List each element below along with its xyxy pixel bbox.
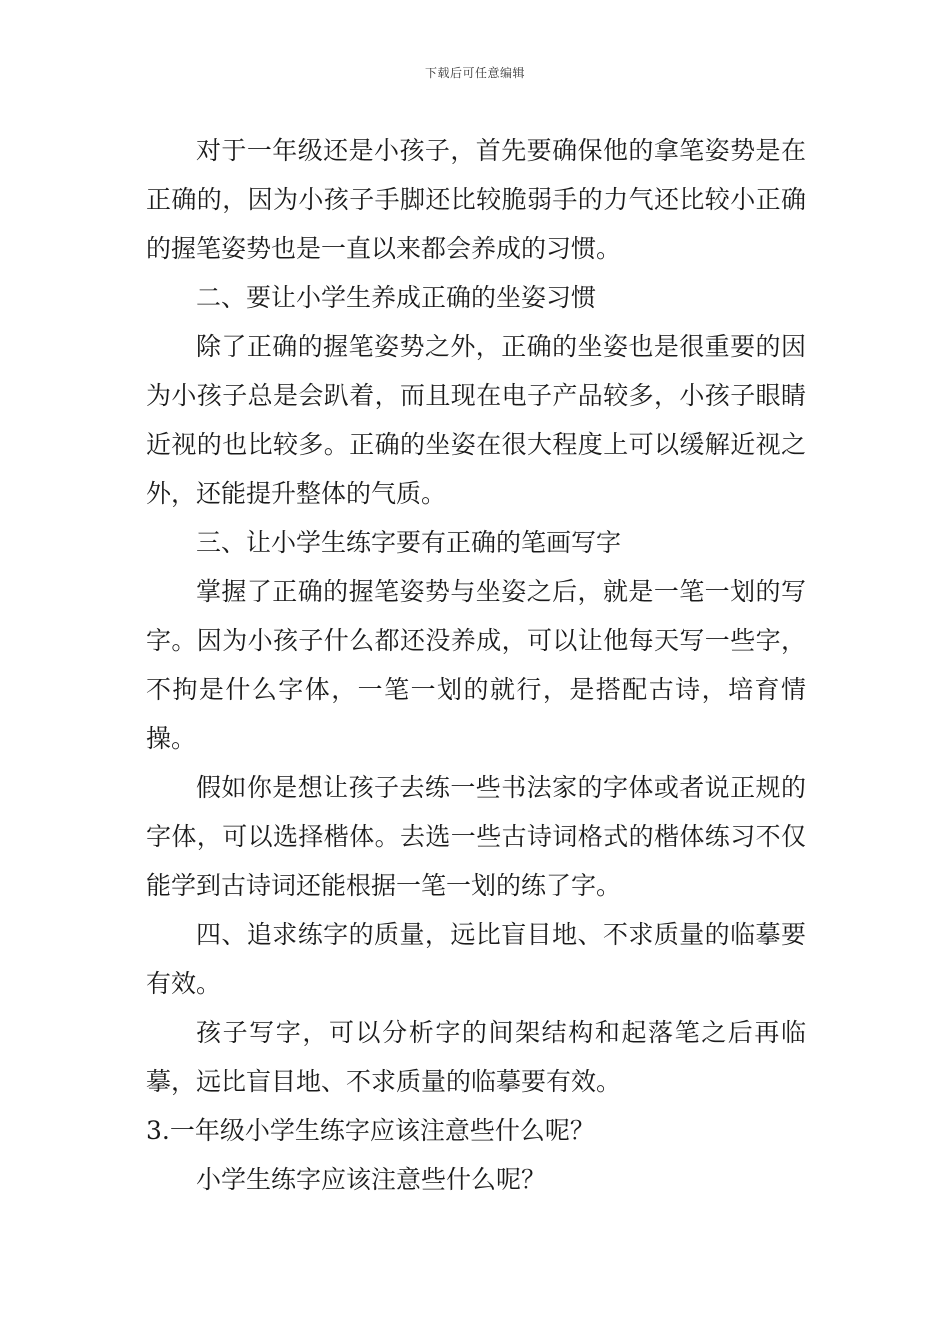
paragraph-strokes: 掌握了正确的握笔姿势与坐姿之后，就是一笔一划的写字。因为小孩子什么都还没养成，可以让他每天写一些字，不拘是什么字体，一笔一划的就行，是搭配古诗，培育情操。: [146, 577, 806, 753]
question-heading: 3.一年级小学生练字应该注意些什么呢？: [146, 1116, 595, 1145]
paragraph-question: 小学生练字应该注意些什么呢？: [196, 1165, 547, 1194]
section-heading-sitting-posture: 二、要让小学生养成正确的坐姿习惯: [196, 283, 597, 312]
section-heading-strokes: 三、让小学生练字要有正确的笔画写字: [196, 528, 622, 557]
page-header: 下载后可任意编辑: [424, 66, 525, 80]
paragraph-sitting-posture: 除了正确的握笔姿势之外，正确的坐姿也是很重要的因为小孩子总是会趴着，而且现在电子产品较多，小孩子眼睛近视的也比较多。正确的坐姿在很大程度上可以缓解近视之外，还能提升整体的气质。: [146, 332, 806, 508]
paragraph-quality: 孩子写字，可以分析字的间架结构和起落笔之后再临摹，远比盲目地、不求质量的临摹要有效。: [146, 1018, 806, 1096]
document-body: [146, 126, 806, 1204]
paragraph-grip-posture: 对于一年级还是小孩子，首先要确保他的拿笔姿势是在正确的，因为小孩子手脚还比较脆弱手的力气还比较小正确的握笔姿势也是一直以来都会养成的习惯。: [146, 136, 806, 263]
section-heading-quality: 四、追求练字的质量，远比盲目地、不求质量的临摹要有效。: [146, 920, 806, 998]
paragraph-calligraphy: 假如你是想让孩子去练一些书法家的字体或者说正规的字体，可以选择楷体。去选一些古诗词格式的楷体练习不仅能学到古诗词还能根据一笔一划的练了字。: [146, 773, 806, 900]
